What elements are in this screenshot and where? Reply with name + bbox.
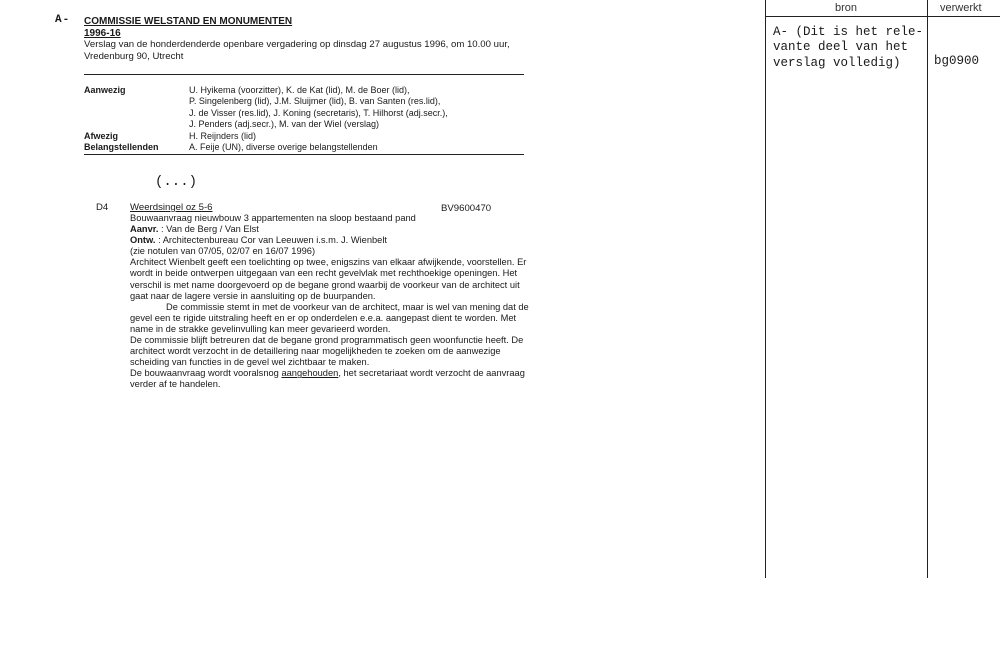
document-intro: Verslag van de honderdenderde openbare vergadering op dinsdag 27 augustus 1996, om 10.00 uur, Vredenburg 90, Utrecht: [84, 39, 510, 62]
column-header-verwerkt: verwerkt: [940, 2, 982, 14]
column-header-bron: bron: [835, 2, 858, 14]
attendance-line: H. Reijnders (lid): [189, 130, 257, 141]
item-number: D4: [96, 202, 109, 213]
item-paragraph: De commissie blijft betreuren dat de begane grond programmatisch geen woonfunctie heeft. De architect wordt verzocht in de detaillering naar mogelijkheden te zoeken om de aanwezige scheiding van functies in de gevel wel zichtbaar te maken.: [130, 335, 524, 368]
attendance-label-absent: Afwezig: [84, 130, 119, 141]
item-address: Weerdsingel oz 5-6: [130, 202, 213, 213]
item-minutes-ref: (zie notulen van 07/05, 02/07 en 16/07 1996): [130, 246, 316, 257]
divider-top: [84, 74, 524, 75]
column-border-middle: [927, 0, 928, 578]
bron-note: A- (Dit is het rele- vante deel van het verslag volledig): [773, 25, 924, 70]
designer-label: Ontw.: [130, 235, 156, 246]
attendance-line: U. Hyikema (voorzitter), K. de Kat (lid), M. de Boer (lid),: [189, 85, 410, 95]
attendance-line: J. de Visser (res.lid), J. Koning (secretaris), T. Hilhorst (adj.secr.),: [189, 107, 448, 118]
header-border: [765, 16, 1000, 17]
item-body: [130, 213, 540, 391]
attendance-label-present: Aanwezig: [84, 85, 126, 95]
section-marker: A-: [55, 14, 71, 26]
attendance-line: J. Penders (adj.secr.), M. van der Wiel (verslag): [189, 119, 380, 130]
decision-text: , het secretariaat wordt verzocht de aanvraag verder af te handelen.: [130, 368, 525, 390]
designer-value: : Architectenbureau Cor van Leeuwen i.s.m. J. Wienbelt: [158, 235, 388, 246]
applicant-value: : Van de Berg / Van Elst: [161, 224, 259, 235]
document-title: COMMISSIE WELSTAND EN MONUMENTEN: [84, 16, 293, 27]
attendance-line: P. Singelenberg (lid), J.M. Sluijmer (lid), B. van Santen (res.lid),: [189, 96, 441, 107]
decision-status: aangehouden: [281, 368, 339, 379]
column-border-left: [765, 0, 766, 578]
document-year: 1996-16: [84, 28, 121, 39]
attendance-label-interested: Belangstellenden: [84, 142, 159, 152]
divider-bottom: [84, 154, 524, 155]
verwerkt-code: bg0900: [934, 54, 980, 68]
item-designer: [130, 235, 540, 246]
item-decision: [130, 368, 540, 390]
item-paragraph: Architect Wienbelt geeft een toelichting op twee, enigszins van elkaar afwijkende, voorstellen. Er wordt in beide ontwerpen uitgegaan van een recht gevelvlak met rechthoekige openingen. Het verschil is met name doorgevoerd op de begane grond waarbij de voorkeur van de architect uit gaat naar de lagere versie in aansluiting op de buurpanden.: [130, 257, 527, 301]
omission-marker: (...): [155, 174, 198, 190]
applicant-label: Aanvr.: [130, 224, 159, 235]
item-paragraph: De commissie stemt in met de voorkeur van de architect, maar is wel van mening dat de gevel een te rigide uitstraling heeft en er op onderdelen e.e.a. aangepast dient te worden. Met name in de strakke gevelinvulling kan meer gevarieerd worden.: [130, 301, 529, 334]
decision-text: De bouwaanvraag wordt vooralsnog: [130, 368, 282, 379]
item-subject: Bouwaanvraag nieuwbouw 3 appartementen na sloop bestaand pand: [130, 213, 416, 223]
attendance-line: A. Feije (UN), diverse overige belangstellenden: [189, 142, 378, 152]
item-reference: BV9600470: [441, 203, 492, 214]
item-applicant: [130, 224, 540, 235]
